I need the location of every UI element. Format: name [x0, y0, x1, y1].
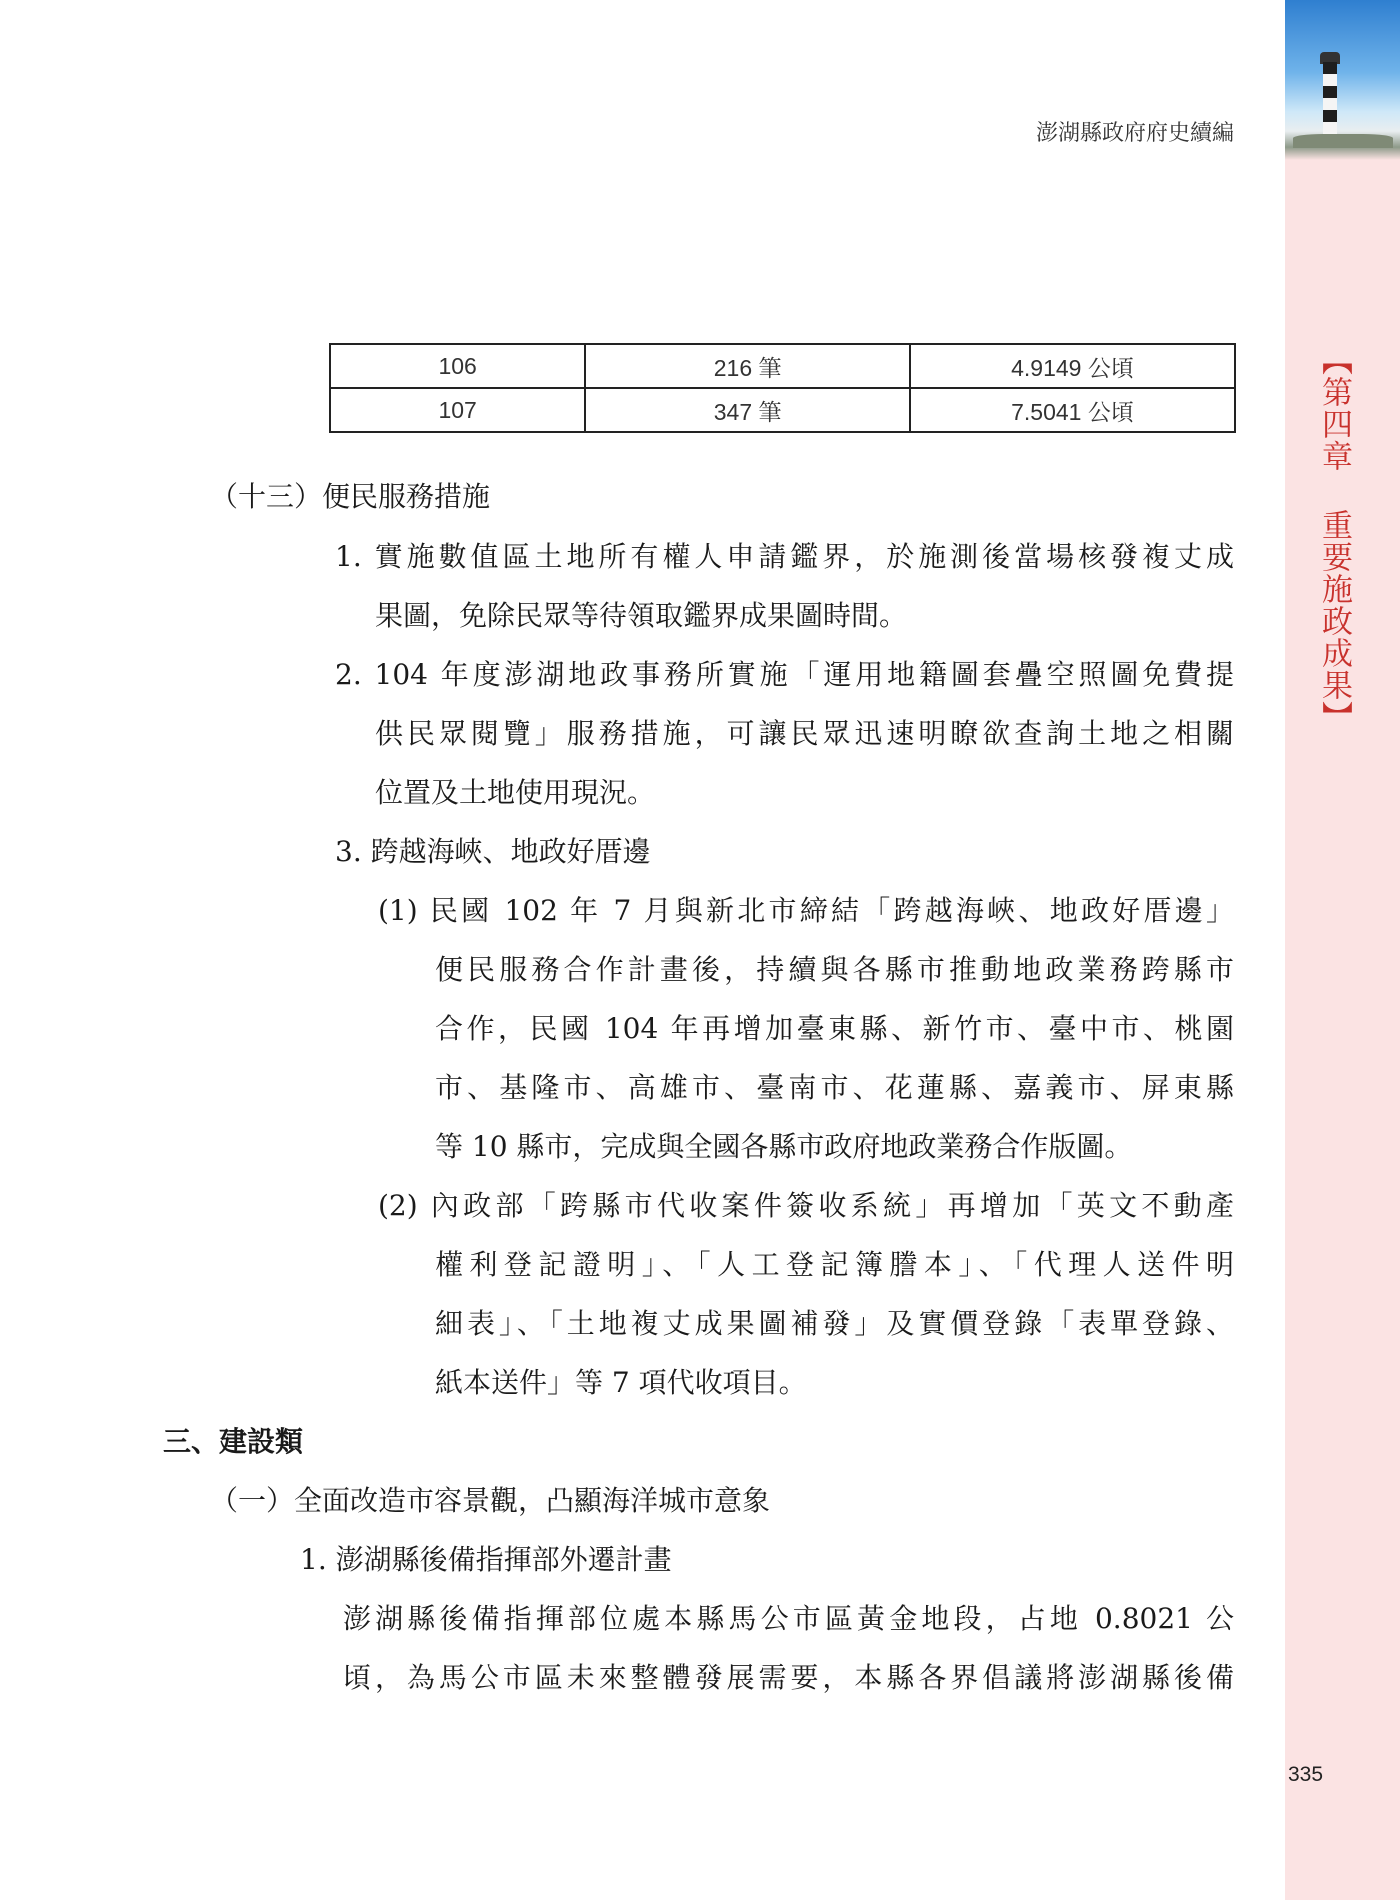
paragraph-line: 果圖，免除民眾等待領取鑑界成果圖時間。: [375, 599, 908, 632]
table-cell-year: 106: [330, 344, 585, 388]
table-cell-area: 4.9149 公頃: [910, 344, 1235, 388]
table-row: [330, 344, 1235, 388]
paragraph-line: 1. 實施數值區土地所有權人申請鑑界，於施測後當場核發複丈成: [335, 540, 1234, 573]
chapter-label: 【第四章 重要施政成果】: [1316, 344, 1352, 733]
paragraph-line: 等 10 縣市，完成與全國各縣市政府地政業務合作版圖。: [435, 1130, 1133, 1163]
running-header: 澎湖縣政府府史續編: [1035, 121, 1234, 146]
table-row: [330, 388, 1235, 432]
section-heading: （一）全面改造市容景觀，凸顯海洋城市意象: [210, 1484, 771, 1517]
paragraph-line: 紙本送件」等 7 項代收項目。: [435, 1366, 807, 1399]
island-icon: [1293, 134, 1393, 148]
paragraph-line: 合作，民國 104 年再增加臺東縣、新竹市、臺中市、桃園: [435, 1012, 1234, 1045]
section-heading: （十三）便民服務措施: [210, 480, 491, 513]
subsection-heading: 3. 跨越海峽、地政好厝邊: [335, 835, 651, 868]
paragraph-line: (2) 內政部「跨縣市代收案件簽收系統」再增加「英文不動產: [378, 1189, 1234, 1222]
paragraph-line: (1) 民國 102 年 7 月與新北市締結「跨越海峽、地政好厝邊」: [378, 894, 1234, 927]
paragraph-line: 細表」、「土地複丈成果圖補發」及實價登錄「表單登錄、: [435, 1307, 1234, 1340]
paragraph-line: 2. 104 年度澎湖地政事務所實施「運用地籍圖套疊空照圖免費提: [335, 658, 1234, 691]
paragraph-line: 供民眾閱覽」服務措施，可讓民眾迅速明瞭欲查詢土地之相關: [375, 717, 1234, 750]
lighthouse-icon: [1323, 62, 1337, 136]
chapter-heading: 三、建設類: [163, 1425, 304, 1458]
page-number: 335: [1288, 1763, 1324, 1786]
table-cell-count: 347 筆: [585, 388, 910, 432]
paragraph-line: 便民服務合作計畫後，持續與各縣市推動地政業務跨縣市: [435, 953, 1234, 986]
data-table: [329, 343, 1236, 433]
table-cell-count: 216 筆: [585, 344, 910, 388]
paragraph-line: 頃，為馬公市區未來整體發展需要，本縣各界倡議將澎湖縣後備: [343, 1661, 1234, 1694]
table-cell-area: 7.5041 公頃: [910, 388, 1235, 432]
chapter-sidebar: [1285, 0, 1400, 1900]
subsection-heading: 1. 澎湖縣後備指揮部外遷計畫: [300, 1543, 672, 1576]
table-cell-year: 107: [330, 388, 585, 432]
paragraph-line: 市、基隆市、高雄市、臺南市、花蓮縣、嘉義市、屏東縣: [435, 1071, 1234, 1104]
lighthouse-photo: [1285, 0, 1400, 160]
paragraph-line: 澎湖縣後備指揮部位處本縣馬公市區黃金地段，占地 0.8021 公: [343, 1602, 1234, 1635]
paragraph-line: 權利登記證明」、「人工登記簿謄本」、「代理人送件明: [435, 1248, 1234, 1281]
paragraph-line: 位置及土地使用現況。: [375, 776, 656, 809]
